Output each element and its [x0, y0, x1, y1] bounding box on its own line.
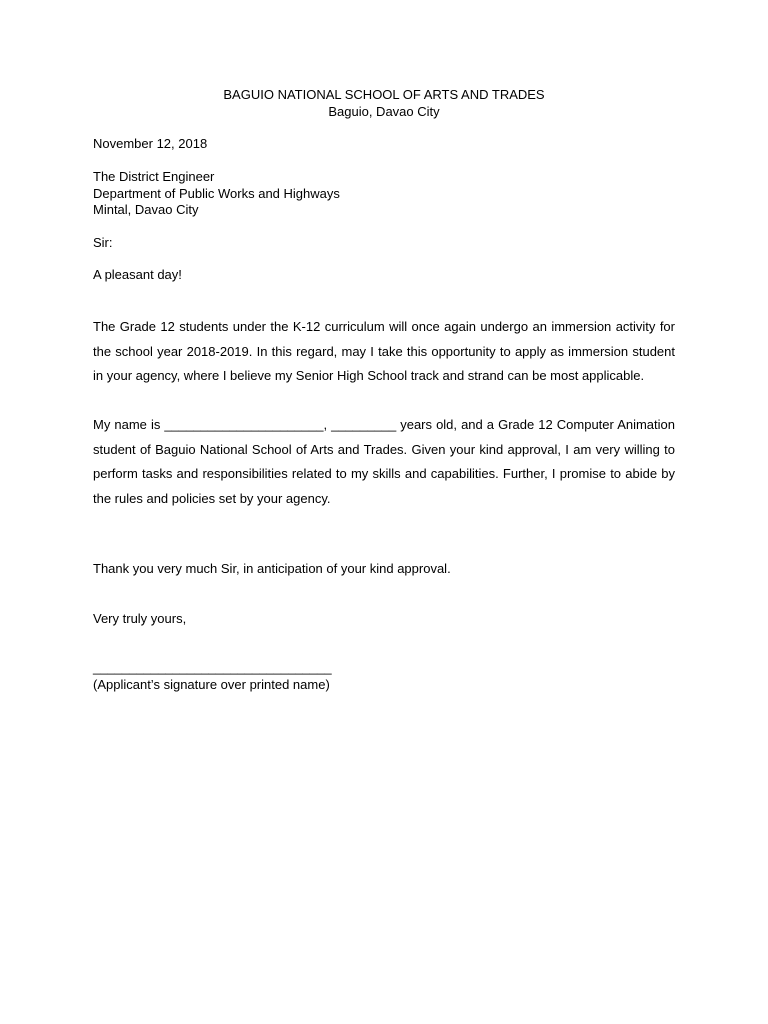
- paragraph-immersion: [93, 315, 675, 389]
- letter-date: [93, 136, 675, 153]
- recipient-title: The District Engineer: [93, 169, 215, 184]
- greeting-text: A pleasant day!: [93, 267, 182, 282]
- letterhead: [93, 87, 675, 120]
- signature-block: [93, 660, 675, 693]
- salutation-text: Sir:: [93, 235, 113, 250]
- recipient-department: Department of Public Works and Highways: [93, 185, 340, 201]
- school-location: Baguio, Davao City: [328, 103, 440, 119]
- paragraph-line: The Grade 12 students under the K-12 curriculum will once again undergo an immersion activity for: [93, 319, 675, 334]
- signature-caption: (Applicant’s signature over printed name): [93, 676, 330, 692]
- thanks-line: [93, 561, 675, 578]
- thanks-text: Thank you very much Sir, in anticipation of your kind approval.: [93, 561, 451, 576]
- paragraph-introduction: [93, 413, 675, 511]
- paragraph-line: student of Baguio National School of Arts and Trades. Given your kind approval, I am very willing to: [93, 441, 675, 457]
- recipient-address: Mintal, Davao City: [93, 202, 199, 217]
- signature-line: _________________________________: [93, 660, 332, 675]
- closing: [93, 611, 675, 628]
- paragraph-line: the rules and policies set by your agency.: [93, 490, 331, 506]
- paragraph-line: My name is ______________________, _________ years old, and a Grade 12 Computer Animation: [93, 417, 675, 432]
- paragraph-line: perform tasks and responsibilities related to my skills and capabilities. Further, I promise to abide by: [93, 466, 675, 481]
- salutation: [93, 235, 675, 252]
- closing-text: Very truly yours,: [93, 611, 187, 626]
- date-text: November 12, 2018: [93, 136, 208, 151]
- recipient-block: [93, 169, 675, 219]
- paragraph-line: in your agency, where I believe my Senior High School track and strand can be most applicable.: [93, 368, 645, 383]
- paragraph-line: the school year 2018-2019. In this regard, may I take this opportunity to apply as immersion student: [93, 343, 675, 359]
- greeting: [93, 267, 675, 284]
- school-name: BAGUIO NATIONAL SCHOOL OF ARTS AND TRADES: [223, 87, 545, 102]
